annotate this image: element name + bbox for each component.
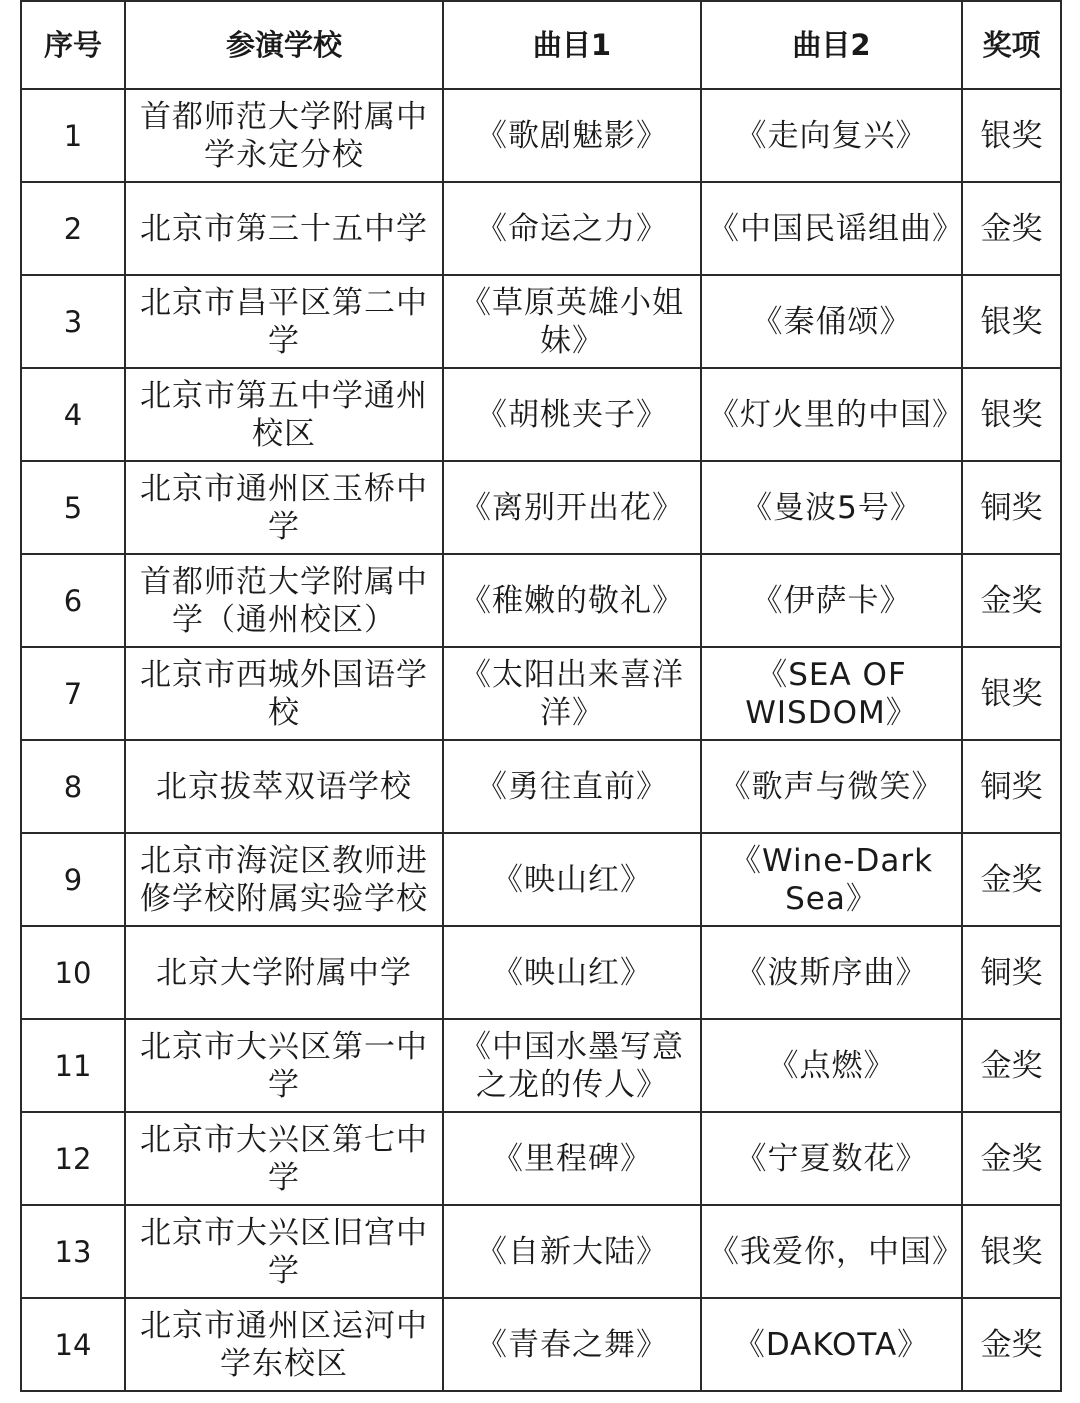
piece-2: 《秦俑颂》 [701, 275, 962, 368]
piece-2: 《DAKOTA》 [701, 1298, 962, 1391]
school-name: 北京市通州区运河中学东校区 [125, 1298, 443, 1391]
piece-1: 《映山红》 [443, 833, 701, 926]
table-row [21, 368, 1061, 461]
row-number: 8 [21, 740, 125, 833]
table-row [21, 833, 1061, 926]
table-row [21, 926, 1061, 1019]
table-row [21, 275, 1061, 368]
piece-2: 《我爱你，中国》 [701, 1205, 962, 1298]
school-name: 北京市第三十五中学 [125, 182, 443, 275]
row-number: 6 [21, 554, 125, 647]
award: 金奖 [962, 1298, 1061, 1391]
piece-2: 《歌声与微笑》 [701, 740, 962, 833]
award: 银奖 [962, 647, 1061, 740]
school-name: 首都师范大学附属中学永定分校 [125, 89, 443, 182]
award: 铜奖 [962, 926, 1061, 1019]
school-name: 北京市海淀区教师进修学校附属实验学校 [125, 833, 443, 926]
row-number: 14 [21, 1298, 125, 1391]
table-row [21, 89, 1061, 182]
table-header [21, 1, 1061, 89]
piece-1: 《里程碑》 [443, 1112, 701, 1205]
piece-1: 《青春之舞》 [443, 1298, 701, 1391]
table-row [21, 1298, 1061, 1391]
header-piece2: 曲目2 [701, 1, 962, 89]
table-row [21, 1112, 1061, 1205]
school-name: 北京大学附属中学 [125, 926, 443, 1019]
piece-2: 《Wine-Dark Sea》 [701, 833, 962, 926]
table-row [21, 554, 1061, 647]
piece-2: 《走向复兴》 [701, 89, 962, 182]
piece-2: 《点燃》 [701, 1019, 962, 1112]
row-number: 3 [21, 275, 125, 368]
piece-1: 《稚嫩的敬礼》 [443, 554, 701, 647]
row-number: 1 [21, 89, 125, 182]
piece-1: 《太阳出来喜洋洋》 [443, 647, 701, 740]
row-number: 10 [21, 926, 125, 1019]
award: 银奖 [962, 1205, 1061, 1298]
table-row [21, 1205, 1061, 1298]
header-row [21, 1, 1061, 89]
school-name: 北京市通州区玉桥中学 [125, 461, 443, 554]
table-body [21, 89, 1061, 1391]
piece-2: 《中国民谣组曲》 [701, 182, 962, 275]
school-name: 北京市西城外国语学校 [125, 647, 443, 740]
table-row [21, 1019, 1061, 1112]
row-number: 5 [21, 461, 125, 554]
header-no: 序号 [21, 1, 125, 89]
award: 金奖 [962, 833, 1061, 926]
award: 银奖 [962, 275, 1061, 368]
school-name: 北京市第五中学通州校区 [125, 368, 443, 461]
school-name: 北京市大兴区第七中学 [125, 1112, 443, 1205]
piece-1: 《命运之力》 [443, 182, 701, 275]
piece-1: 《勇往直前》 [443, 740, 701, 833]
award: 银奖 [962, 89, 1061, 182]
row-number: 7 [21, 647, 125, 740]
award: 金奖 [962, 554, 1061, 647]
piece-1: 《歌剧魅影》 [443, 89, 701, 182]
row-number: 9 [21, 833, 125, 926]
piece-1: 《自新大陆》 [443, 1205, 701, 1298]
award: 金奖 [962, 1112, 1061, 1205]
header-award: 奖项 [962, 1, 1061, 89]
piece-2: 《伊萨卡》 [701, 554, 962, 647]
piece-1: 《草原英雄小姐妹》 [443, 275, 701, 368]
table-row [21, 182, 1061, 275]
table-row [21, 740, 1061, 833]
piece-1: 《映山红》 [443, 926, 701, 1019]
piece-2: 《宁夏数花》 [701, 1112, 962, 1205]
results-table [20, 0, 1062, 1392]
piece-1: 《胡桃夹子》 [443, 368, 701, 461]
row-number: 13 [21, 1205, 125, 1298]
award: 铜奖 [962, 740, 1061, 833]
piece-2: 《SEA OF WISDOM》 [701, 647, 962, 740]
school-name: 北京拔萃双语学校 [125, 740, 443, 833]
row-number: 11 [21, 1019, 125, 1112]
piece-2: 《波斯序曲》 [701, 926, 962, 1019]
award: 金奖 [962, 1019, 1061, 1112]
row-number: 12 [21, 1112, 125, 1205]
school-name: 北京市大兴区旧宫中学 [125, 1205, 443, 1298]
row-number: 4 [21, 368, 125, 461]
piece-1: 《中国水墨写意之龙的传人》 [443, 1019, 701, 1112]
header-piece1: 曲目1 [443, 1, 701, 89]
school-name: 首都师范大学附属中学（通州校区） [125, 554, 443, 647]
school-name: 北京市大兴区第一中学 [125, 1019, 443, 1112]
table-row [21, 647, 1061, 740]
piece-2: 《灯火里的中国》 [701, 368, 962, 461]
piece-1: 《离别开出花》 [443, 461, 701, 554]
award: 金奖 [962, 182, 1061, 275]
piece-2: 《曼波5号》 [701, 461, 962, 554]
school-name: 北京市昌平区第二中学 [125, 275, 443, 368]
row-number: 2 [21, 182, 125, 275]
header-school: 参演学校 [125, 1, 443, 89]
table-row [21, 461, 1061, 554]
award: 银奖 [962, 368, 1061, 461]
award: 铜奖 [962, 461, 1061, 554]
